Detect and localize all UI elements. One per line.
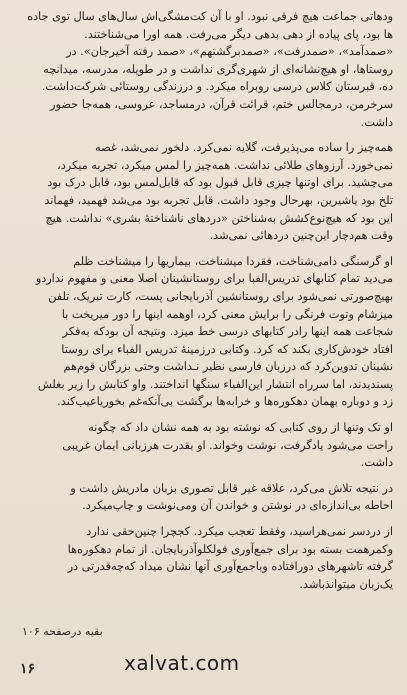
text-line: وقت هم‌دچار این‌چنین دردهائی نمی‌شد. [209,229,393,243]
page-number: ۱۶ [20,661,36,677]
text-line: نمی‌خورد. آرزوهای طلائی نداشت. همه‌چیز را لمس میکرد، تجربه میکرد، [57,158,393,172]
text-line: داشت. [360,115,393,129]
text-line: می‌چشید. برای اوتنها چیزی قابل قبول بود که قابل‌لمس بود، قابل درک بود [47,176,393,190]
text-line: در نتیجه تلاش می‌کرد، علاقه غیر قابل تصوری بزبان مادریش داشت و [70,481,393,495]
text-line: یک‌زبان میتوانذباشد. [299,577,393,591]
text-line: روستاها، او هیچ‌نشانه‌ای از شهری‌گری نداشت و در طویله، مدرسه، میدانچه [43,62,393,76]
text-line: «صمدآمد»، «صمدرفت»، «صمدبرگشتهم»، «صمد رفته آخیرجان». در [66,45,393,59]
continued-note: بقیه درصفحه ۱۰۶ [22,625,103,638]
paragraph [14,139,393,245]
text-line: داشت. [360,456,393,470]
text-line: ده، قبرستان کلاس درسی روبراه میکرد. و درزندگی روستائی شرکت‌داشت. [41,80,393,94]
text-line: همه‌چیز را ساده می‌پذیرفت، گلایه نمی‌کرد. دلخور نمی‌شد، غصه [95,141,393,155]
text-line: ودهاتی جماعت هیچ فرقی نبود. او با آن کت‌مشگی‌اش سال‌های سال توی جاده [27,10,393,23]
page-footer [14,621,393,691]
article-body [14,8,393,593]
text-line: وکمرهمت بسته بود برای جمع‌آوری فولکلوآذربایجان. از تمام دهکوره‌ها [67,542,393,556]
site-watermark: xalvat.com [124,651,240,675]
text-line: پسندیدند، اما سرراه انتشار این‌الفباء سنگها انداختند. واو کتابش را زیر بغلش [37,377,393,391]
text-line: از دردسر نمی‌هراسید، وفقط تعجب میکرد. کجچرا چنین‌حقی ندارد [86,525,393,539]
text-line: احاطه بی‌اندازه‌ای در نوشتن و خواندن آن ومی‌نوشت و چاپ‌میکرد. [82,499,393,513]
text-line: گرفته تاشهرهای دورافتاده وباجمع‌آوری آنها نشان میداد که‌چه‌قدرتی در [67,560,393,574]
text-line: تلخ بود یاشیرین، بهرحال وجود داشت. قابل تجربه بود می‌شد فهمید، فهماند [44,193,393,207]
text-line: این بود که هیچ‌نوع‌کشش به‌شناختن «دردهای ناشناختهٔ بشری» نداشت. هیچ [45,211,393,225]
text-line: سرخرمن، درمجالس ختم، قرائت قرآن، درمساجد، عروسی، همه‌جا حضور [50,97,393,111]
paragraph [14,419,393,472]
text-line: افتاد خودش‌کاری بکند که کرد. وکتابی درزمینهٔ تدریس الفباء برای روستا [61,342,393,356]
text-line: او گرسنگی دامی‌شناخت، فقردا میشناخت، بیماریها را میشناخت ظلم [73,254,393,268]
paragraph [14,8,393,131]
text-line: زد و دوباره بهمان دهکوره‌ها و خرابه‌ها برگشت بی‌آنکه‌غم بخوریاعیب‌کند. [57,395,393,409]
text-line: ها بود، پای پیاده از دهی بدهی دیگر می‌رفت. همه اورا می‌شناختند. [84,27,393,41]
text-line: نشینان تدوین‌کرد که درزبان فارسی نظیر نـداشت وحتی بزرگان قوم‌هم [63,360,393,374]
paragraph [14,523,393,593]
text-line: می‌دید تمام کتابهای تدریس‌الفبا برای روستانشینان اصلا معنی و مفهوم نداردو [35,272,393,286]
text-line: شجاعت همه اینها رادر کتابهای درسی خط میزد. ونتیجه آن بودکه به‌فکر [62,325,393,339]
text-line: میزشام وتوت فرنگی را برایش معنی کرد، اوهمه اینها را دور میریخت با [61,307,393,321]
text-line: بهیچ‌صورتی نمی‌شود برای روستانشین آذربایجانی پست، کارت تبریک، تلفن [48,289,393,303]
paragraph [14,480,393,515]
paragraph [14,253,393,411]
text-line: راحت می‌شود یادگرفت، نوشت وخواند. او بقدرت هرزبانی ایمان غریبی [62,438,393,452]
text-line: او تک وتنها از روی کتابی که نوشته بود به همه نشان داد که چگونه [88,421,393,435]
